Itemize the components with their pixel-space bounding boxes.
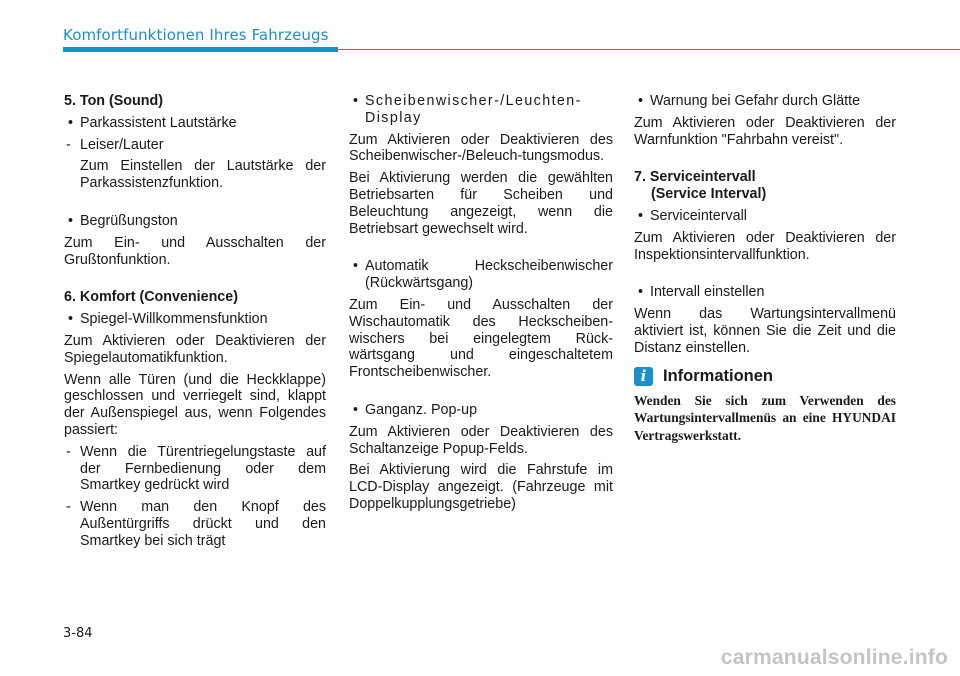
- bullet-gear-popup: • Ganganz. Pop-up: [349, 402, 613, 419]
- text-mirror-conditions: Wenn alle Türen (und die Heckklappe) geschlossen und verriegelt sind, klappt der Außenspiegel aus, wenn Folgendes passiert:: [64, 371, 326, 438]
- heading-service-interval: [634, 169, 896, 203]
- bullet-set-interval: • Intervall einstellen: [634, 284, 896, 301]
- bullet-welcome-tone: • Begrüßungston: [64, 213, 326, 230]
- info-title: Informationen: [663, 366, 773, 385]
- text-wiper-toggle: Zum Aktivieren oder Deaktivieren des Scheibenwischer-/Beleuch-tungsmodus.: [349, 131, 613, 165]
- dash-remote-unlock: - Wenn die Türentriegelungstaste auf der Fernbedienung oder dem Smartkey gedrückt wird: [64, 444, 326, 494]
- dash-quieter-louder: - Leiser/Lauter: [64, 137, 326, 154]
- heading-service-interval-de: 7. Serviceintervall: [634, 169, 756, 186]
- heading-sound: 5. Ton (Sound): [64, 93, 163, 109]
- bullet-icy-road-warning: • Warnung bei Gefahr durch Glätte: [634, 93, 896, 110]
- page-number: 3-84: [63, 626, 93, 641]
- text-volume-description: Zum Einstellen der Lautstärke der Parkassistenzfunktion.: [80, 158, 326, 192]
- dash-door-handle: - Wenn man den Knopf des Außentürgriffs drückt und den Smartkey bei sich trägt: [64, 499, 326, 549]
- info-text: Wenden Sie sich zum Verwenden des Wartungsintervallmenüs an eine HYUNDAI Vertragswerkstatt.: [634, 392, 896, 443]
- text-set-interval: Wenn das Wartungsintervallmenü aktiviert ist, können Sie die Zeit und die Distanz einstellen.: [634, 306, 896, 356]
- heading-convenience: 6. Komfort (Convenience): [64, 289, 238, 306]
- header-accent-bar: [63, 47, 338, 52]
- text-welcome-tone: Zum Ein- und Ausschalten der Grußtonfunktion.: [64, 234, 326, 268]
- header-divider-line: [338, 49, 960, 50]
- text-wiper-activation: Bei Aktivierung werden die gewählten Betriebsarten für Scheiben und Beleuchtung angezeigt, wenn die Betriebsart gewechselt wird.: [349, 170, 613, 237]
- section-header-title: Komfortfunktionen Ihres Fahrzeugs: [63, 26, 329, 44]
- watermark: carmanualsonline.info: [720, 646, 948, 669]
- text-icy-road-toggle: Zum Aktivieren oder Deaktivieren der Warnfunktion "Fahrbahn vereist".: [634, 114, 896, 148]
- text-rear-wiper: Zum Ein- und Ausschalten der Wischautomatik des Heckscheiben-wischers bei eingelegtem Rück-wärtsgang und eingeschaltetem Frontscheibenwischer.: [349, 296, 613, 381]
- column-middle: [349, 93, 613, 518]
- bullet-auto-rear-wiper: • Automatik Heckscheibenwischer (Rückwärtsgang): [349, 258, 613, 292]
- bullet-park-assist-volume: • Parkassistent Lautstärke: [64, 115, 326, 132]
- bullet-wiper-light-display: • Scheibenwischer-/Leuchten-Display: [349, 93, 613, 127]
- column-left: [64, 93, 326, 555]
- text-service-interval-toggle: Zum Aktivieren oder Deaktivieren der Inspektionsintervallfunktion.: [634, 229, 896, 263]
- info-icon: i: [634, 367, 653, 386]
- bullet-service-interval: • Serviceintervall: [634, 208, 896, 225]
- text-gear-popup-toggle: Zum Aktivieren oder Deaktivieren des Schaltanzeige Popup-Felds.: [349, 423, 613, 457]
- text-mirror-toggle: Zum Aktivieren oder Deaktivieren der Spiegelautomatikfunktion.: [64, 332, 326, 366]
- bullet-mirror-welcome: • Spiegel-Willkommensfunktion: [64, 311, 326, 328]
- column-right: [634, 93, 896, 444]
- text-gear-popup-activation: Bei Aktivierung wird die Fahrstufe im LCD-Display angezeigt. (Fahrzeuge mit Doppelkupplungsgetriebe): [349, 462, 613, 512]
- heading-service-interval-en: (Service Interval): [651, 186, 767, 203]
- info-box-header: [634, 367, 896, 386]
